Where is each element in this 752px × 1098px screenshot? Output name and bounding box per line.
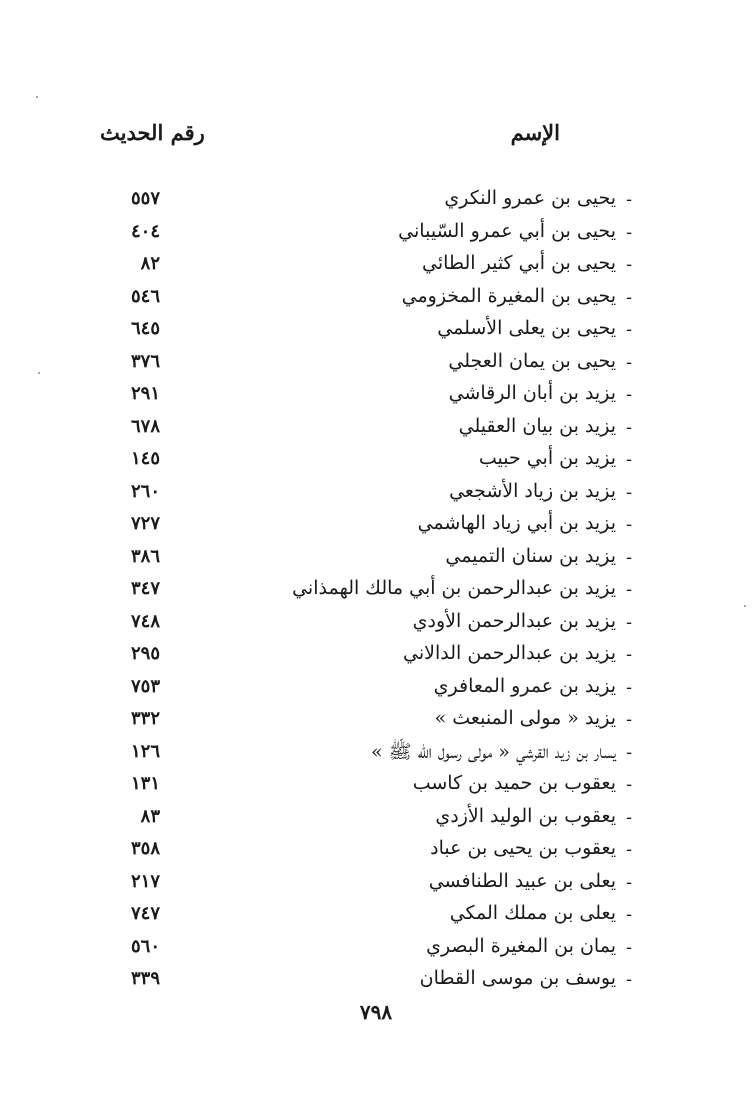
hadith-number: ٣٣٩ [130,968,160,989]
list-item [0,868,752,901]
hadith-number: ٨٣ [140,805,160,827]
list-item [0,608,752,641]
list-item [0,543,752,576]
narrator-name: يعلى بن عبيد الطنافسي [428,869,616,892]
narrator-name: يعلى بن مملك المكي [449,902,616,924]
narrator-name: يزيد بن عبدالرحمن الأودي [412,609,616,632]
list-item [0,283,752,316]
entry-dash: - [626,481,633,503]
list-item [0,510,752,543]
list-item [0,705,752,738]
narrator-name: يحيى بن أبي عمرو السّيباني [398,219,616,242]
hadith-number: ٥٥٧ [130,188,160,209]
entry-dash: - [626,871,633,893]
entry-dash: - [626,449,633,470]
narrator-name: يزيد بن عبدالرحمن بن أبي مالك الهمذاني [292,577,616,599]
narrator-name: يحيى بن المغيرة المخزومي [401,284,616,307]
narrator-name: يمان بن المغيرة البصري [426,934,616,957]
entry-dash: - [626,806,633,828]
entry-dash: - [626,384,633,405]
entry-dash: - [626,644,633,665]
hadith-number: ٧٢٧ [130,513,160,534]
list-item [0,640,752,673]
entry-dash: - [626,319,633,340]
hadith-number: ٣٣٢ [130,708,160,729]
narrator-name: يزيد بن عمرو المعافري [433,674,616,697]
scan-speck [744,605,746,607]
narrator-name: يزيد بن عبدالرحمن الدالاني [403,642,616,664]
entry-dash: - [626,351,633,373]
hadith-number: ٧٥٣ [130,675,160,697]
narrator-name: يعقوب بن يحيى بن عباد [430,837,616,859]
list-item [0,185,752,218]
narrator-name: يزيد بن زياد الأشجعي [449,479,616,502]
entry-dash: - [626,221,633,243]
hadith-number-column-header: رقم الحديث [100,120,205,145]
entry-dash: - [626,936,633,958]
hadith-number: ٢٩٥ [130,643,160,664]
narrator-name: يزيد بن أبي زياد الهاشمي [417,512,616,534]
entry-dash: - [626,709,633,730]
list-item [0,380,752,413]
list-item [0,478,752,511]
narrator-name: يزيد بن سنان التميمي [445,544,616,567]
narrator-name: يحيى بن يعلى الأسلمي [437,317,616,339]
hadith-number: ٦٧٨ [130,415,160,437]
hadith-number: ٢٦٠ [130,480,160,502]
hadith-number: ٤٠٤ [130,220,160,242]
entry-dash: - [626,741,633,763]
narrator-name: يحيى بن عمرو النكري [444,187,616,209]
list-item [0,770,752,803]
list-item [0,965,752,998]
narrator-name: يزيد بن أبان الرقاشي [448,382,616,404]
scan-speck [36,96,38,98]
entry-dash: - [626,286,633,308]
narrator-name: يزيد « مولى المنبعث » [434,707,616,729]
list-item [0,315,752,348]
list-item [0,803,752,836]
hadith-number: ٥٤٦ [130,285,160,307]
narrator-name: يعقوب بن الوليد الأزدي [435,804,616,827]
hadith-number: ١٤٥ [130,448,160,469]
list-item [0,835,752,868]
hadith-number: ٣٤٧ [130,578,160,599]
list-item [0,575,752,608]
list-item [0,900,752,933]
hadith-number: ٢٩١ [130,383,160,404]
entry-dash: - [626,579,633,600]
scan-speck [38,372,40,374]
narrator-name: يزيد بن أبي حبيب [478,447,616,469]
page-number: ٧٩٨ [359,1000,393,1024]
entry-dash: - [626,774,633,795]
narrator-name: يعقوب بن حميد بن كاسب [412,772,616,794]
narrator-name: يزيد بن بيان العقيلي [458,414,616,437]
list-item [0,348,752,381]
entry-dash: - [626,611,633,633]
list-item [0,738,752,771]
list-item [0,445,752,478]
entry-dash: - [626,904,633,925]
entry-dash: - [626,416,633,438]
entry-dash: - [626,514,633,535]
entry-dash: - [626,676,633,698]
list-item [0,218,752,251]
hadith-number: ٣٧٦ [130,350,160,372]
list-item [0,413,752,446]
hadith-number: ٧٤٧ [130,903,160,924]
hadith-number: ٢١٧ [130,870,160,892]
hadith-number: ٧٤٨ [130,610,160,632]
hadith-number: ٣٨٦ [130,545,160,567]
hadith-number: ١٢٦ [130,740,160,762]
entry-dash: - [626,546,633,568]
narrator-name: يحيى بن يمان العجلي [448,349,616,372]
narrator-index-list [0,185,752,998]
name-column-header: الإسم [510,120,560,145]
list-item [0,673,752,706]
hadith-number: ٨٢ [140,253,160,274]
hadith-number: ٣٥٨ [130,838,160,859]
hadith-number: ١٣١ [130,773,160,794]
list-item [0,933,752,966]
entry-dash: - [626,254,633,275]
table-header [100,120,560,156]
narrator-name: يوسف بن موسى القطان [419,967,616,989]
narrator-name: يحيى بن أبي كثير الطائي [422,252,616,274]
list-item [0,250,752,283]
entry-dash: - [626,189,633,210]
hadith-number: ٦٤٥ [130,318,160,339]
entry-dash: - [626,839,633,860]
entry-dash: - [626,969,633,990]
hadith-number: ٥٦٠ [130,935,160,957]
narrator-name: يسار بن زيد القرشي « مولى رسول الله ﷺ » [370,740,616,763]
